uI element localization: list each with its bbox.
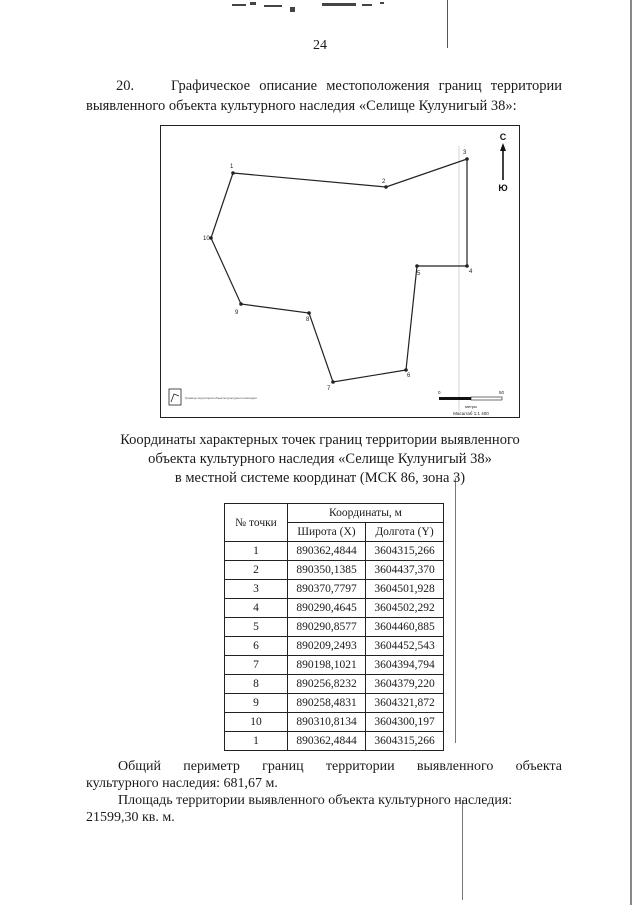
north-label: С <box>499 132 507 142</box>
cell-longitude: 3604315,266 <box>366 542 444 561</box>
cell-longitude: 3604379,220 <box>366 675 444 694</box>
vertex-label: 3 <box>463 150 467 156</box>
cell-longitude: 3604394,794 <box>366 656 444 675</box>
cell-point: 1 <box>225 542 288 561</box>
column-header-longitude: Долгота (Y) <box>366 523 444 542</box>
vertex-point <box>307 311 311 315</box>
vertex-point <box>465 264 469 268</box>
vertex-point <box>415 264 419 268</box>
cell-longitude: 3604452,543 <box>366 637 444 656</box>
table-row <box>225 694 444 713</box>
vertex-label: 5 <box>417 271 421 277</box>
table-row <box>225 732 444 751</box>
scale-bar <box>438 390 505 416</box>
vertex-label: 1 <box>230 164 234 170</box>
cell-latitude: 890310,8134 <box>288 713 366 732</box>
legend-frame <box>169 389 181 405</box>
caption-line: Координаты характерных точек границ территории выявленного <box>120 432 520 448</box>
table-caption <box>0 431 640 488</box>
cell-latitude: 890290,8577 <box>288 618 366 637</box>
cell-point: 4 <box>225 599 288 618</box>
scan-line <box>455 478 456 743</box>
boundary-map <box>160 125 520 418</box>
page-number: 24 <box>313 38 327 53</box>
coordinates-table <box>224 503 444 751</box>
cell-longitude: 3604437,370 <box>366 561 444 580</box>
table-row <box>225 637 444 656</box>
column-header-latitude: Широта (X) <box>288 523 366 542</box>
north-arrow-icon <box>498 132 507 193</box>
caption-line: в местной системе координат (МСК 86, зона 3) <box>174 470 466 486</box>
map-legend <box>169 389 257 405</box>
table-row <box>225 599 444 618</box>
vertex-point <box>209 236 213 240</box>
cell-latitude: 890370,7797 <box>288 580 366 599</box>
cell-point: 2 <box>225 561 288 580</box>
boundary-map-drawing <box>161 126 521 419</box>
cell-point: 3 <box>225 580 288 599</box>
vertex-point <box>384 185 388 189</box>
section-number: 20. <box>116 78 135 94</box>
cell-longitude: 3604315,266 <box>366 732 444 751</box>
scale-text: Масштаб 1:1 400 <box>453 411 489 416</box>
cell-point: 6 <box>225 637 288 656</box>
vertex-label: 2 <box>382 179 386 185</box>
cell-latitude: 890258,4831 <box>288 694 366 713</box>
legend-symbol-icon <box>171 394 179 402</box>
scale-start: 0 <box>438 390 441 395</box>
cell-latitude: 890362,4844 <box>288 732 366 751</box>
vertex-point <box>465 157 469 161</box>
area-text: Площадь территории выявленного объекта культурного наследия: <box>118 793 513 808</box>
cell-longitude: 3604300,197 <box>366 713 444 732</box>
column-header-coordinates: Координаты, м <box>288 504 444 523</box>
vertex-label: 7 <box>327 386 331 392</box>
cell-latitude: 890362,4844 <box>288 542 366 561</box>
cell-point: 5 <box>225 618 288 637</box>
south-label: Ю <box>498 183 508 193</box>
table-row <box>225 561 444 580</box>
boundary-polygon <box>211 159 467 382</box>
cell-latitude: 890198,1021 <box>288 656 366 675</box>
table-row <box>225 656 444 675</box>
cell-point: 9 <box>225 694 288 713</box>
section-heading <box>86 76 562 116</box>
cell-point: 7 <box>225 656 288 675</box>
cell-point: 1 <box>225 732 288 751</box>
cell-point: 10 <box>225 713 288 732</box>
perimeter-text: Общий периметр границ территории выявленного объекта <box>118 759 562 774</box>
vertex-point <box>331 380 335 384</box>
table-row <box>225 542 444 561</box>
table-row <box>225 618 444 637</box>
cell-longitude: 3604321,872 <box>366 694 444 713</box>
column-header-point: № точки <box>225 504 288 542</box>
area-value: 21599,30 кв. м. <box>86 810 175 825</box>
scan-noise-top <box>230 0 410 19</box>
cell-longitude: 3604501,928 <box>366 580 444 599</box>
table-row <box>225 675 444 694</box>
vertex-point <box>231 171 235 175</box>
vertex-point <box>239 302 243 306</box>
caption-line: объекта культурного наследия «Селище Кулунигый 38» <box>148 451 492 467</box>
cell-point: 8 <box>225 675 288 694</box>
vertex-point <box>404 368 408 372</box>
cell-longitude: 3604460,885 <box>366 618 444 637</box>
legend-text: Граница территории объекта культурного наследия <box>185 396 257 400</box>
cell-latitude: 890209,2493 <box>288 637 366 656</box>
cell-latitude: 890290,4645 <box>288 599 366 618</box>
scale-end: 50 <box>499 390 505 395</box>
vertex-label: 10 <box>203 236 210 242</box>
table-row <box>225 713 444 732</box>
cell-longitude: 3604502,292 <box>366 599 444 618</box>
totals-block <box>86 758 562 826</box>
cell-latitude: 890256,8232 <box>288 675 366 694</box>
perimeter-value: культурного наследия: 681,67 м. <box>86 776 278 791</box>
vertex-label: 8 <box>306 317 310 323</box>
vertex-label: 4 <box>469 269 473 275</box>
section-title: Графическое описание местоположения границ территории выявленного объекта культурного наследия «Селище Кулунигый 38»: <box>86 78 562 114</box>
vertex-label: 6 <box>407 373 411 379</box>
cell-latitude: 890350,1385 <box>288 561 366 580</box>
scale-unit: метры <box>465 404 477 409</box>
vertex-label: 9 <box>235 310 239 316</box>
table-row <box>225 580 444 599</box>
